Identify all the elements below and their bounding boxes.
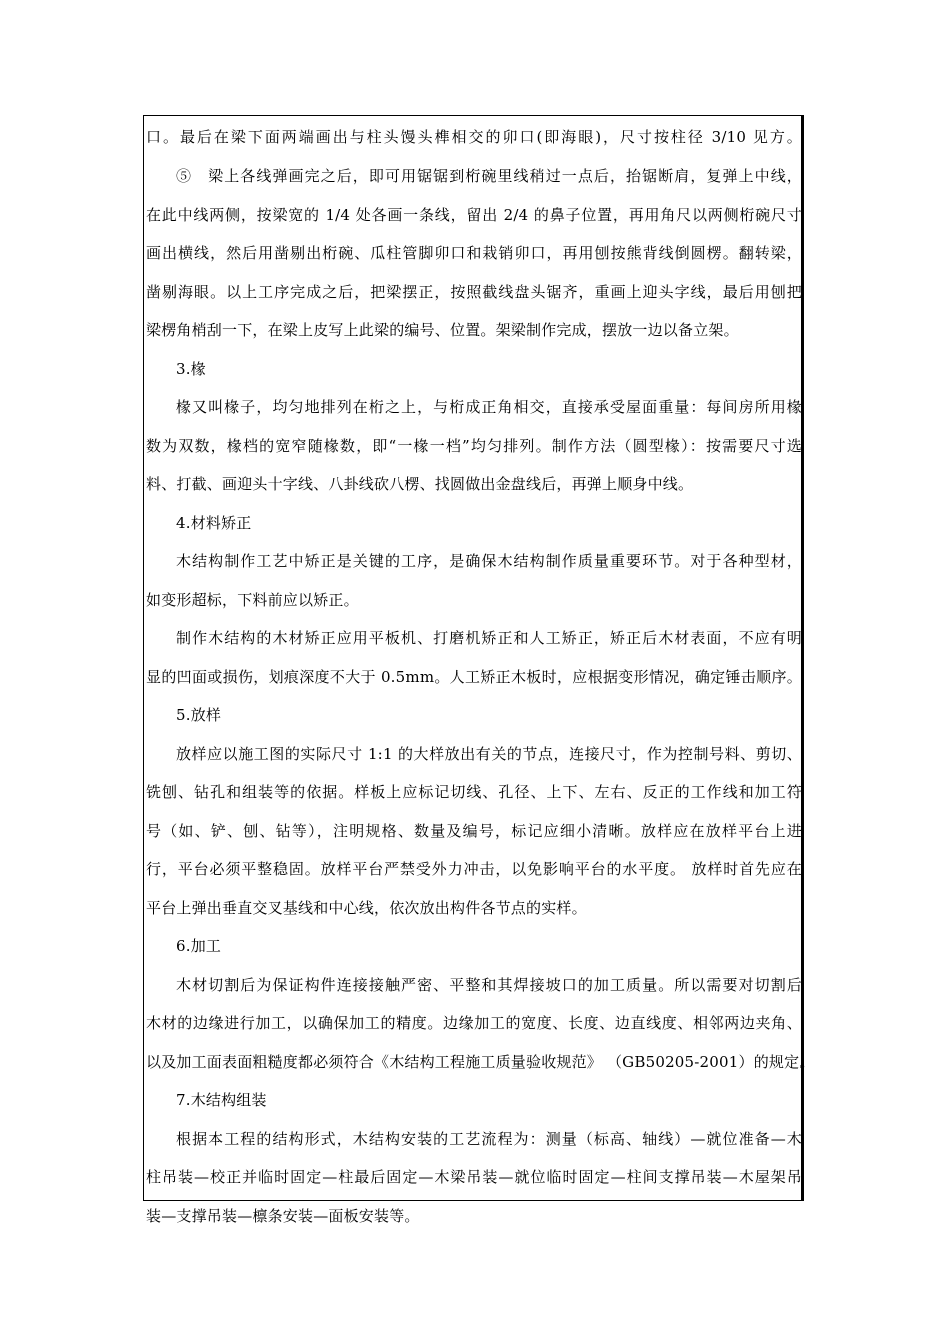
body-line: 装—支撑吊装—檩条安装—面板安装等。 (146, 1207, 420, 1225)
body-line: 号（如、铲、刨、钻等），注明规格、数量及编号，标记应细小清晰。放样应在放样平台上进 (146, 822, 802, 840)
body-line: 木材的边缘进行加工，以确保加工的精度。边缘加工的宽度、长度、边直线度、相邻两边夹角、 (146, 1014, 802, 1032)
section-heading: 6.加工 (176, 937, 222, 955)
section-heading: 5.放样 (176, 706, 222, 724)
body-line: 以及加工面表面粗糙度都必须符合《木结构工程施工质量验收规范》 （GB50205-2001）的规定。 (146, 1053, 815, 1071)
body-line: 口。最后在梁下面两端画出与柱头馒头榫相交的卯口(即海眼)，尺寸按柱径 3/10 见方。 (146, 128, 802, 146)
body-line: 梁楞角梢刮一下，在梁上皮写上此梁的编号、位置。架梁制作完成，摆放一边以备立架。 (146, 321, 739, 339)
body-line: 木结构制作工艺中矫正是关键的工序，是确保木结构制作质量重要环节。对于各种型材， (176, 552, 802, 570)
body-line: 根据本工程的结构形式，木结构安装的工艺流程为：测量（标高、轴线）—就位准备—木 (176, 1130, 802, 1148)
body-line: 画出横线，然后用凿剔出桁碗、瓜柱管脚卯口和栽销卯口，再用刨按熊背线倒圆楞。翻转梁， (146, 244, 802, 262)
section-heading: 7.木结构组装 (176, 1091, 267, 1109)
body-line: 凿剔海眼。以上工序完成之后，把梁摆正，按照截线盘头锯齐，重画上迎头字线，最后用刨把 (146, 283, 802, 301)
section-heading: 3.椽 (176, 360, 206, 378)
body-line: 木材切割后为保证构件连接接触严密、平整和其焊接坡口的加工质量。所以需要对切割后 (176, 976, 802, 994)
body-line: 料、打截、画迎头十字线、八卦线砍八楞、找圆做出金盘线后，再弹上顺身中线。 (146, 475, 694, 493)
body-line: 椽又叫椽子，均匀地排列在桁之上，与桁成正角相交，直接承受屋面重量：每间房所用椽 (176, 398, 802, 416)
body-line: 数为双数，椽档的宽窄随椽数，即“一椽一档”均匀排列。制作方法（圆型椽）：按需要尺寸选 (146, 437, 802, 455)
body-line: 在此中线两侧，按梁宽的 1/4 处各画一条线，留出 2/4 的鼻子位置，再用角尺以两侧桁碗尺寸 (146, 206, 802, 224)
body-line: 放样应以施工图的实际尺寸 1:1 的大样放出有关的节点，连接尺寸，作为控制号料、剪切、 (176, 745, 802, 763)
document-border-frame (143, 115, 815, 1201)
body-line: 柱吊装—校正并临时固定—柱最后固定—木梁吊装—就位临时固定—柱间支撑吊装—木屋架吊 (146, 1168, 802, 1186)
body-line: 平台上弹出垂直交叉基线和中心线，依次放出构件各节点的实样。 (146, 899, 587, 917)
body-line: 显的凹面或损伤，划痕深度不大于 0.5mm。人工矫正木板时，应根据变形情况，确定锤击顺序。 (146, 668, 802, 686)
body-line: 制作木结构的木材矫正应用平板机、打磨机矫正和人工矫正，矫正后木材表面，不应有明 (176, 629, 802, 647)
body-line: 铣刨、钻孔和组装等的依据。样板上应标记切线、孔径、上下、左右、反正的工作线和加工符 (146, 783, 802, 801)
body-line: 行，平台必须平整稳固。放样平台严禁受外力冲击，以免影响平台的水平度。 放样时首先应在 (146, 860, 802, 878)
section-heading: 4.材料矫正 (176, 514, 252, 532)
body-line: 如变形超标，下料前应以矫正。 (146, 591, 359, 609)
body-line: ⑤ 梁上各线弹画完之后，即可用锯锯到桁碗里线稍过一点后，抬锯断肩，复弹上中线， (176, 167, 802, 185)
